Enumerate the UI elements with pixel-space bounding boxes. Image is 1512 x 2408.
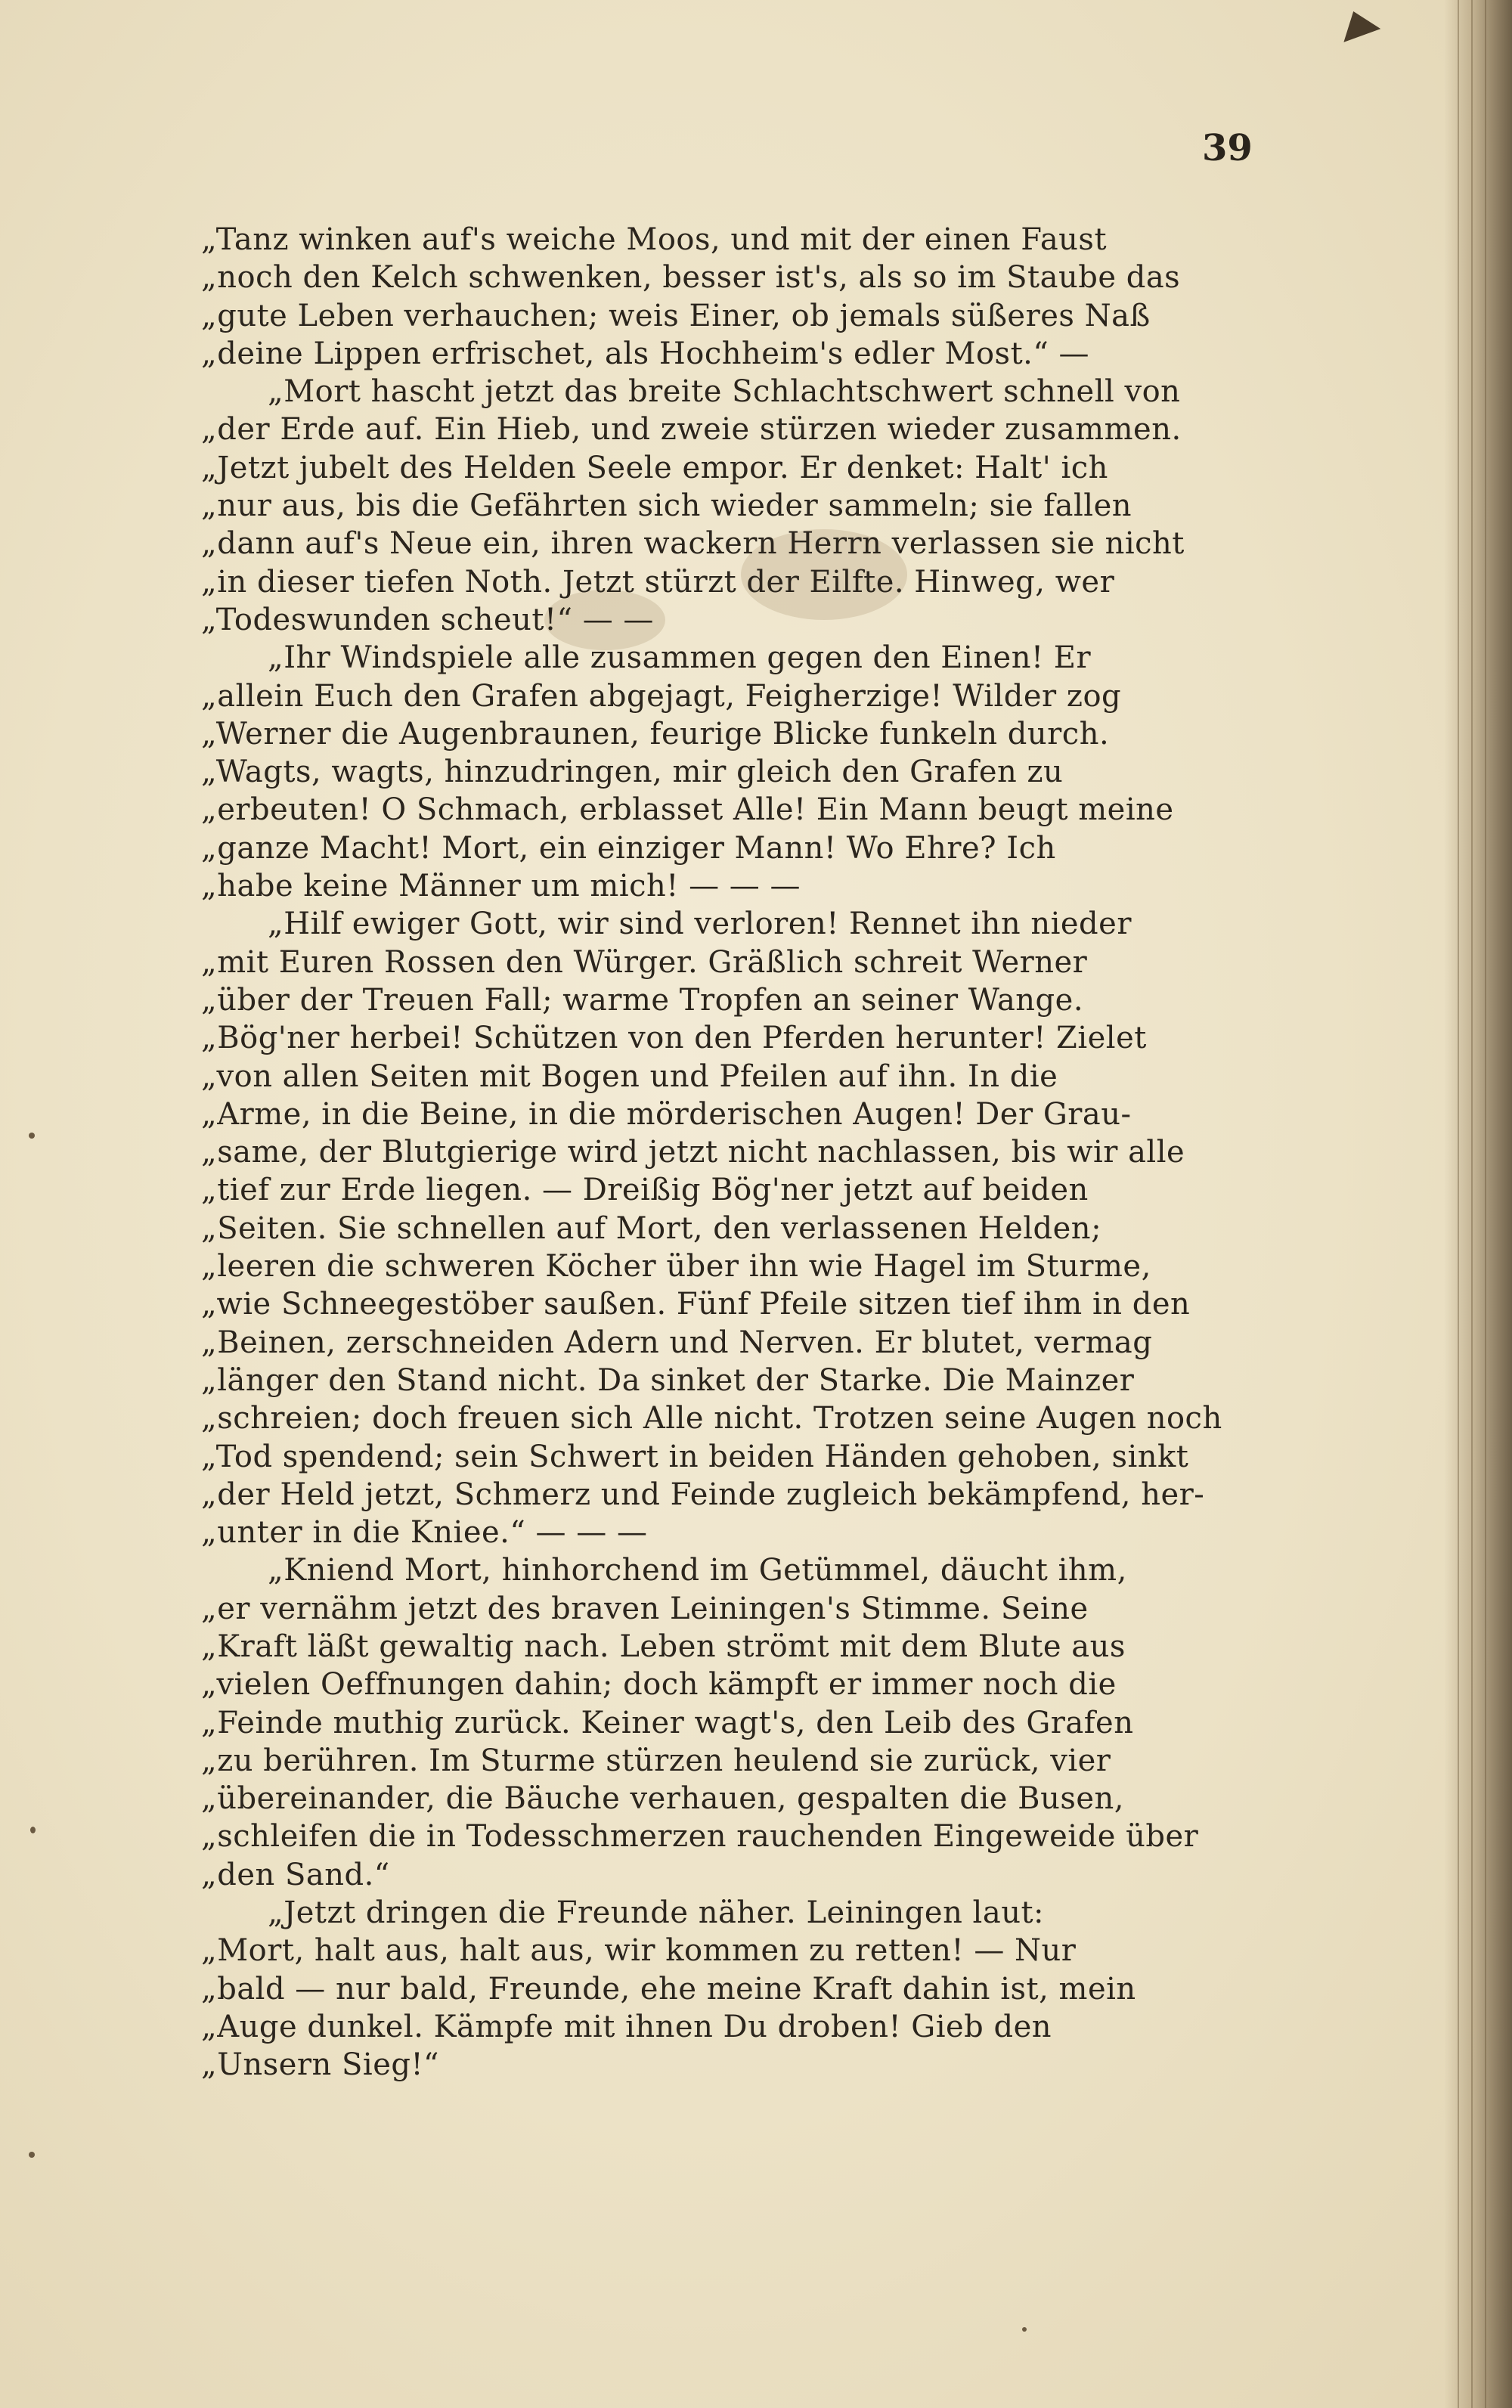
text-line: „Wagts, wagts, hinzudringen, mir gleich den Grafen zu [201, 755, 1064, 790]
text-line: „allein Euch den Grafen abgejagt, Feigherzige! Wilder zog [201, 678, 1122, 714]
text-line: „wie Schneegestöber saußen. Fünf Pfeile sitzen tief ihm in den [201, 1287, 1191, 1322]
text-line: „zu berühren. Im Sturme stürzen heulend sie zurück, vier [201, 1743, 1111, 1778]
text-line: „Jetzt dringen die Freunde näher. Leiningen laut: [268, 1895, 1044, 1931]
text-line: „Beinen, zerschneiden Adern und Nerven. Er blutet, vermag [201, 1325, 1153, 1360]
text-line: „schreien; doch freuen sich Alle nicht. Trotzen seine Augen noch [201, 1401, 1222, 1436]
text-line: „über der Treuen Fall; warme Tropfen an seiner Wange. [201, 982, 1084, 1018]
text-line: „deine Lippen erfrischet, als Hochheim's edler Most.“ — [201, 336, 1090, 371]
page-edge [1485, 0, 1486, 2408]
text-line: „Todeswunden scheut!“ — — [201, 602, 654, 637]
text-line: „von allen Seiten mit Bogen und Pfeilen auf ihn. In die [201, 1058, 1058, 1094]
text-line: „Ihr Windspiele alle zusammen gegen den Einen! Er [268, 640, 1092, 676]
text-line: „Tod spendend; sein Schwert in beiden Händen gehoben, sinkt [201, 1439, 1189, 1474]
text-line: „Tanz winken auf's weiche Moos, und mit der einen Faust [201, 222, 1108, 257]
margin-dot [1022, 2327, 1027, 2332]
text-line: „der Held jetzt, Schmerz und Feinde zugleich bekämpfend, her- [201, 1477, 1205, 1512]
text-line: „habe keine Männer um mich! — — — [201, 869, 801, 904]
text-line: „er vernähm jetzt des braven Leiningen's Stimme. Seine [201, 1591, 1089, 1626]
text-line: „länger den Stand nicht. Da sinket der Starke. Die Mainzer [201, 1362, 1135, 1398]
text-line: „Feinde muthig zurück. Keiner wagt's, den Leib des Grafen [201, 1705, 1134, 1740]
book-spine-shadow [1444, 0, 1512, 2408]
text-line: „Arme, in die Beine, in die mörderischen Augen! Der Grau- [201, 1096, 1132, 1132]
text-line: „Mort, halt aus, halt aus, wir kommen zu retten! — Nur [201, 1933, 1077, 1969]
text-line: „leeren die schweren Köcher über ihn wie Hagel im Sturme, [201, 1249, 1151, 1285]
page-number: 39 [1202, 127, 1253, 169]
text-line: „schleifen die in Todesschmerzen rauchenden Eingeweide über [201, 1819, 1199, 1855]
text-line: „der Erde auf. Ein Hieb, und zweie stürzen wieder zusammen. [201, 412, 1182, 448]
text-line: „Auge dunkel. Kämpfe mit ihnen Du droben! Gieb den [201, 2009, 1052, 2044]
page-edge [1471, 0, 1473, 2408]
text-line: „dann auf's Neue ein, ihren wackern Herrn verlassen sie nicht [201, 526, 1185, 562]
text-line: „den Sand.“ [201, 1857, 390, 1892]
text-line: „bald — nur bald, Freunde, ehe meine Kraft dahin ist, mein [201, 1971, 1136, 2007]
margin-dot [29, 1133, 35, 1139]
corner-tear-mark [1335, 5, 1380, 42]
text-line: „ganze Macht! Mort, ein einziger Mann! Wo Ehre? Ich [201, 830, 1056, 866]
page-edge [1458, 0, 1459, 2408]
text-line: „vielen Oeffnungen dahin; doch kämpft er immer noch die [201, 1667, 1117, 1703]
text-line: „Werner die Augenbraunen, feurige Blicke funkeln durch. [201, 716, 1110, 752]
text-line: „Jetzt jubelt des Helden Seele empor. Er denket: Halt' ich [201, 450, 1108, 485]
text-line: „noch den Kelch schwenken, besser ist's, als so im Staube das [201, 260, 1181, 296]
text-line: „gute Leben verhauchen; weis Einer, ob jemals süßeres Naß [201, 298, 1151, 333]
margin-dot [30, 1827, 36, 1833]
text-line: „Kraft läßt gewaltig nach. Leben strömt mit dem Blute aus [201, 1629, 1126, 1664]
text-line: „in dieser tiefen Noth. Jetzt stürzt der Eilfte. Hinweg, wer [201, 564, 1115, 600]
text-line: „Bög'ner herbei! Schützen von den Pferden herunter! Zielet [201, 1021, 1147, 1056]
text-line: „Mort hascht jetzt das breite Schlachtschwert schnell von [268, 374, 1181, 410]
text-line: „übereinander, die Bäuche verhauen, gespalten die Busen, [201, 1781, 1125, 1817]
text-line: „Hilf ewiger Gott, wir sind verloren! Rennet ihn nieder [268, 906, 1132, 942]
text-line: „Kniend Mort, hinhorchend im Getümmel, däucht ihm, [268, 1553, 1127, 1588]
margin-dot [29, 2152, 35, 2158]
text-line: „mit Euren Rossen den Würger. Gräßlich schreit Werner [201, 944, 1088, 980]
text-line: „tief zur Erde liegen. — Dreißig Bög'ner jetzt auf beiden [201, 1173, 1089, 1208]
text-line: „erbeuten! O Schmach, erblasset Alle! Ein Mann beugt meine [201, 792, 1174, 828]
text-line: „nur aus, bis die Gefährten sich wieder sammeln; sie fallen [201, 488, 1132, 524]
text-line: „Unsern Sieg!“ [201, 2047, 439, 2083]
text-line: „Seiten. Sie schnellen auf Mort, den verlassenen Helden; [201, 1210, 1102, 1246]
body-text [201, 221, 1259, 2084]
text-line: „same, der Blutgierige wird jetzt nicht nachlassen, bis wir alle [201, 1135, 1185, 1170]
text-line: „unter in die Kniee.“ — — — [201, 1515, 648, 1551]
